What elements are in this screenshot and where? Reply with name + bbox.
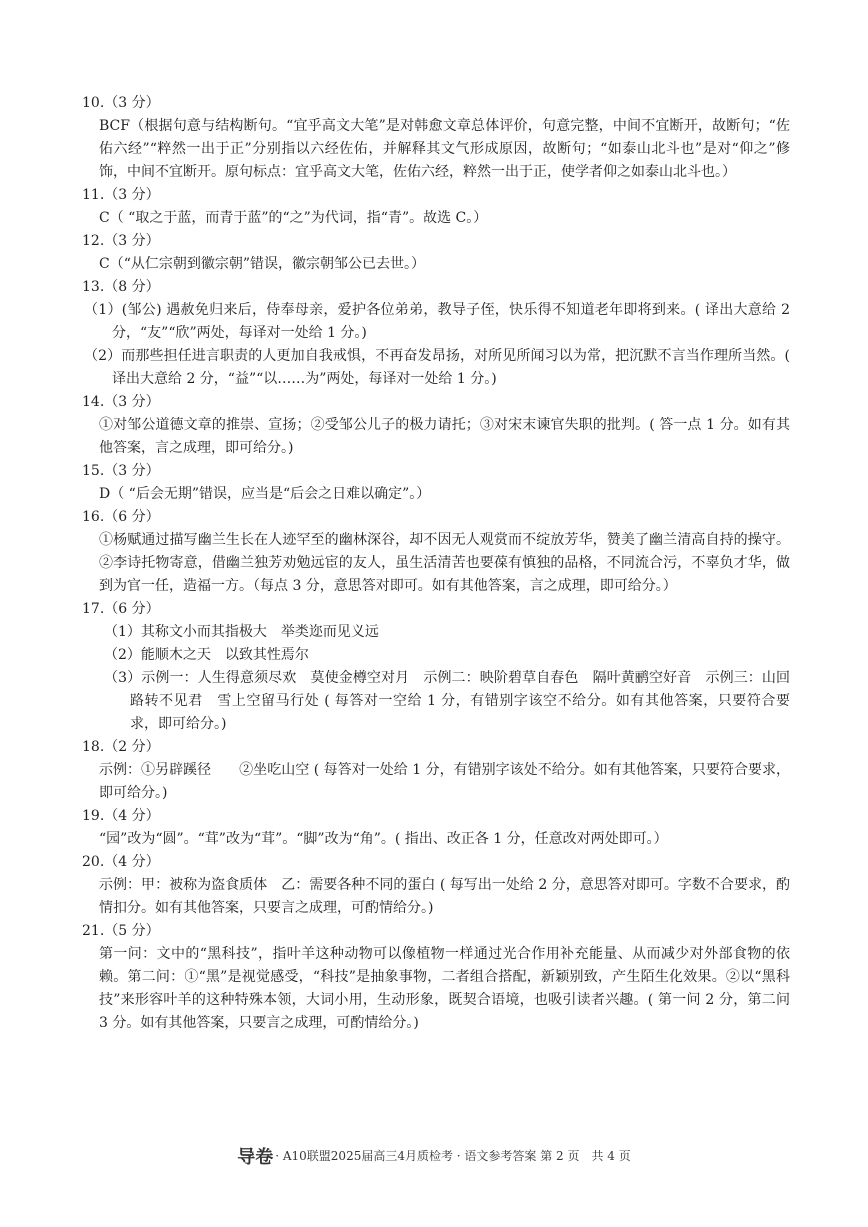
- question-heading: 20.（4 分）: [82, 854, 160, 870]
- question-heading: 13.（8 分）: [82, 279, 160, 295]
- brand-logo: 导卷: [237, 1147, 274, 1168]
- question-heading: 17.（6 分）: [82, 601, 160, 617]
- question-21: [82, 920, 790, 1035]
- answer-text: C（ “取之于蓝，而青于蓝”的“之”为代词，指“青”。故选 C。）: [99, 210, 488, 226]
- question-15: [82, 460, 790, 506]
- question-heading: 16.（6 分）: [82, 509, 160, 525]
- sub-answer-3: （3）示例一：人生得意须尽欢 莫使金樽空对月 示例二：映阶碧草自春色 隔叶黄鹂空好音 示例三：山回路转不见君 雪上空留马行处 ( 每答对一空给 1 分，有错别字该空不给分。如有其他答案，只要符合要求，即可给分。): [104, 670, 790, 732]
- answer-text: ①对邹公道德文章的推崇、宣扬；②受邹公儿子的极力请托；③对宋末谏官失职的批判。( 答一点 1 分。如有其他答案，言之成理，即可给分。): [99, 417, 790, 456]
- question-12: [82, 230, 790, 276]
- question-heading: 12.（3 分）: [82, 233, 160, 249]
- question-19: [82, 805, 790, 851]
- answer-text: 示例：甲：被称为盗食质体 乙：需要各种不同的蛋白 ( 每写出一处给 2 分，意思答对即可。字数不合要求，酌情扣分。如有其他答案，只要言之成理，可酌情给分。): [99, 877, 790, 916]
- question-16: [82, 506, 790, 598]
- question-heading: 11.（3 分）: [82, 187, 160, 203]
- question-18: [82, 736, 790, 805]
- question-14: [82, 391, 790, 460]
- question-17: [82, 598, 790, 736]
- sub-answer-1: （1）其称文小而其指极大 举类迩而见义远: [104, 624, 379, 640]
- question-11: [82, 184, 790, 230]
- question-13: [82, 276, 790, 391]
- page-footer: [0, 1143, 868, 1169]
- answer-text: “园”改为“圆”。“茸”改为“茸”。“脚”改为“角”。( 指出、改正各 1 分，任意改对两处即可。）: [99, 831, 668, 847]
- footer-text: · A10联盟2025届高三4月质检考 · 语文参考答案 第 2 页 共 4 页: [275, 1149, 631, 1163]
- answer-content: [82, 92, 790, 1035]
- question-heading: 15.（3 分）: [82, 463, 160, 479]
- sub-answer-1: （1）(邹公) 遇赦免归来后，侍奉母亲，爱护各位弟弟，教导子侄，快乐得不知道老年即将到来。( 译出大意给 2 分，“友”“欣”两处，每译对一处给 1 分。): [84, 302, 790, 341]
- question-heading: 10.（3 分）: [82, 95, 160, 111]
- question-20: [82, 851, 790, 920]
- question-heading: 14.（3 分）: [82, 394, 160, 410]
- answer-text: ①杨赋通过描写幽兰生长在人迹罕至的幽林深谷，却不因无人观赏而不绽放芳华，赞美了幽兰清高自持的操守。②李诗托物寄意，借幽兰独芳劝勉远宦的友人，虽生活清苦也要葆有慎独的品格，不同流合污，不辜负才华，做到为官一任，造福一方。（每点 3 分，意思答对即可。如有其他答案，言之成理，即可给分。）: [99, 532, 790, 594]
- answer-text: D（ “后会无期”错误，应当是“后会之日难以确定”。）: [99, 486, 431, 502]
- sub-answer-2: （2）能顺木之天 以致其性焉尔: [104, 647, 309, 663]
- answer-text: 示例：①另辟蹊径 ②坐吃山空 ( 每答对一处给 1 分，有错别字该处不给分。如有其他答案，只要符合要求，即可给分。): [99, 762, 790, 801]
- question-heading: 19.（4 分）: [82, 808, 160, 824]
- answer-text: BCF（根据句意与结构断句。“宜乎高文大笔”是对韩愈文章总体评价，句意完整，中间不宜断开，故断句；“佐佑六经”“粹然一出于正”分别指以六经佐佑，并解释其文气形成原因，故断句；“如泰山北斗也”是对“仰之”修饰，中间不宜断开。原句标点：宜乎高文大笔，佐佑六经，粹然一出于正，使学者仰之如泰山北斗也。）: [99, 118, 790, 180]
- sub-answer-2: （2）而那些担任进言职责的人更加自我戒惧，不再奋发昂扬，对所见所闻习以为常，把沉默不言当作理所当然。( 译出大意给 2 分，“益”“以……为”两处，每译对一处给 1 分。): [84, 348, 790, 387]
- question-10: [82, 92, 790, 184]
- question-heading: 21.（5 分）: [82, 923, 160, 939]
- answer-text: C（“从仁宗朝到徽宗朝”错误，徽宗朝邹公已去世。）: [99, 256, 426, 272]
- answer-text: 第一问：文中的“黑科技”，指叶羊这种动物可以像植物一样通过光合作用补充能量、从而减少对外部食物的依赖。第二问：①“黑”是视觉感受，“科技”是抽象事物，二者组合搭配，新颖别致，产生陌生化效果。②以“黑科技”来形容叶羊的这种特殊本领，大词小用，生动形象，既契合语境，也吸引读者兴趣。( 第一问 2 分，第二问 3 分。如有其他答案，只要言之成理，可酌情给分。): [99, 946, 790, 1031]
- question-heading: 18.（2 分）: [82, 739, 160, 755]
